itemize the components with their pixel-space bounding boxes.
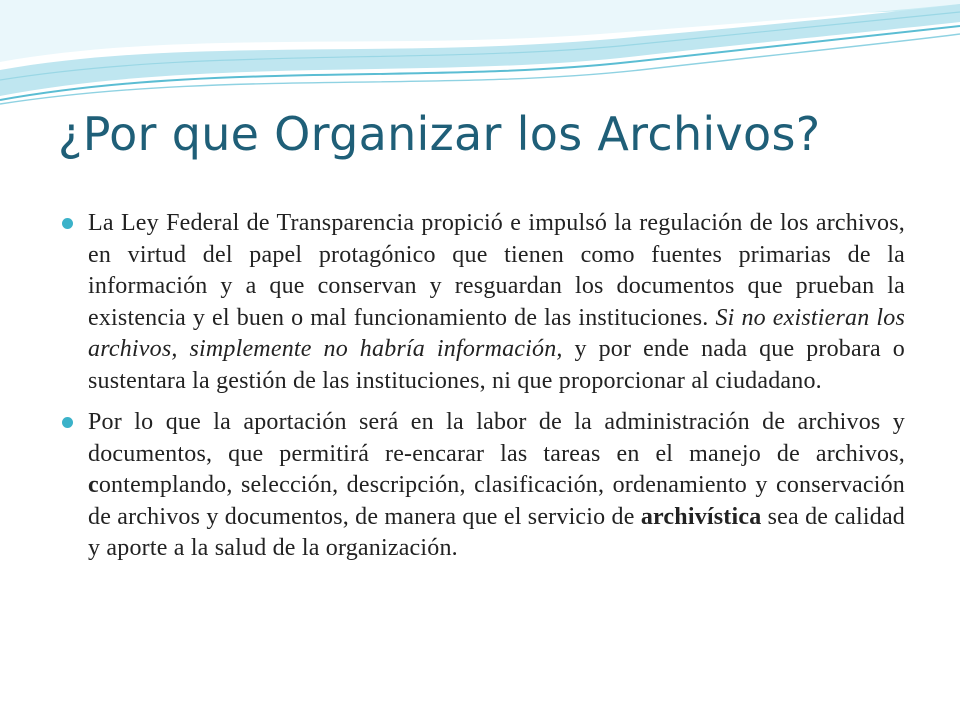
bullet-text: La Ley Federal de Transparencia propició e impulsó la regulación de los archivos, en virtud del papel protagónico que tienen como fuentes primarias de la información y a que conservan y resguardan los documentos que prueban la existencia y el buen o mal funcionamiento de las instituciones. <box>88 210 905 331</box>
header-wave-decoration <box>0 0 960 120</box>
bullet-item <box>60 208 905 397</box>
bullet-text-bold: c <box>88 472 99 498</box>
bullet-text: sea de calidad y aporte a la salud de la organización. <box>88 503 906 561</box>
slide-title: ¿Por que Organizar los Archivos? <box>58 107 821 161</box>
bullet-text: ontemplando, selección, descripción, clasificación, ordenamiento y conservación de archivos y documentos, de manera que el servicio de <box>88 472 905 530</box>
bullet-dot-icon <box>62 218 73 229</box>
bullet-item <box>60 407 905 565</box>
bullet-list <box>60 208 905 575</box>
bullet-text-italic: Si no existieran los archivos, simplemente no habría información, <box>88 304 905 362</box>
bullet-dot-icon <box>62 417 73 428</box>
bullet-text-bold: archivística <box>640 503 762 530</box>
bullet-text: y por ende nada que probara o sustentara la gestión de las instituciones, ni que proporcionar al ciudadano. <box>88 336 905 394</box>
bullet-text: Por lo que la aportación será en la labor de la administración de archivos y documentos, que permitirá re-encarar las tareas en el manejo de archivos, <box>88 409 905 467</box>
